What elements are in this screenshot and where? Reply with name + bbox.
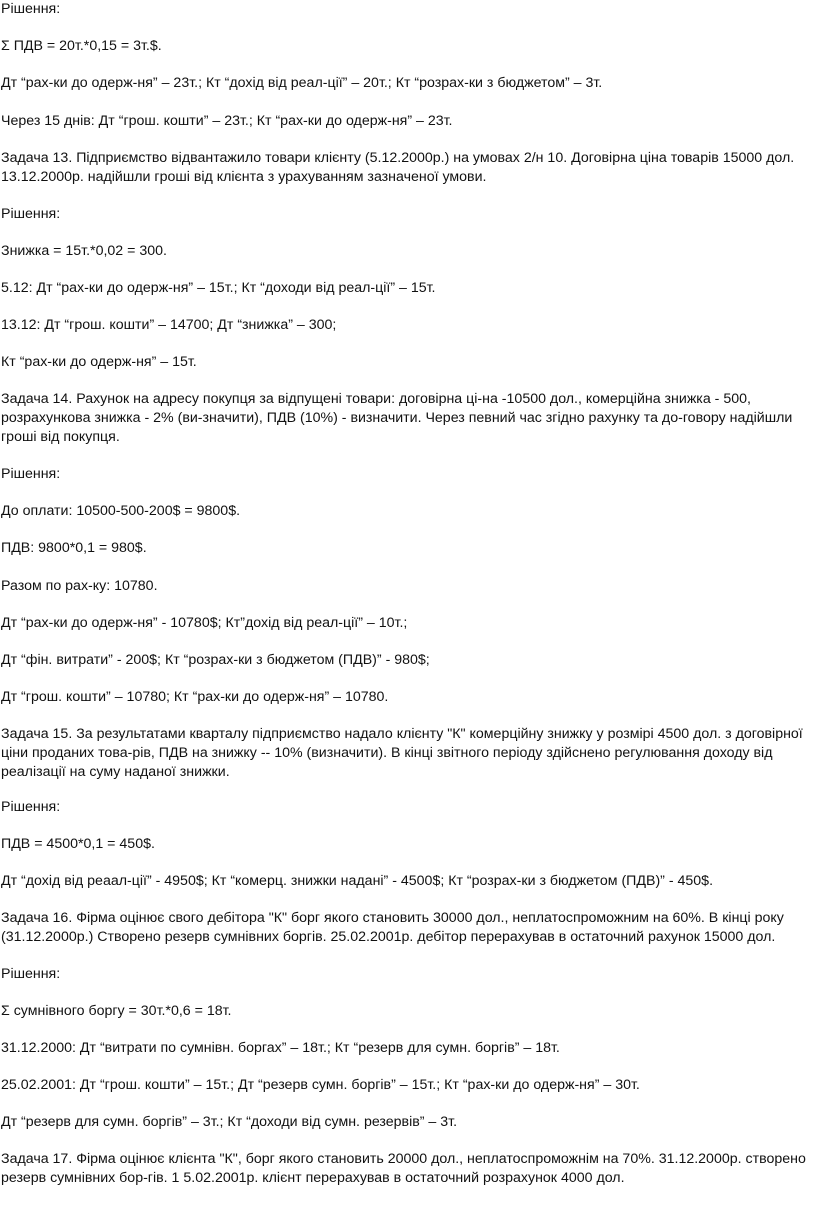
solution-heading: Рішення: (1, 1, 61, 17)
task-14: Задача 14. Рахунок на адресу покупця за відпущені товари: договірна ці-на -10500 дол., комерційна знижка - 500, розрахункова знижка - 2% (ви-значити), ПДВ (10%) - визначити. Через певний час згідно рахунку та до-говору надійшли гроші від покупця. (1, 391, 793, 445)
journal-entry: 25.02.2001: Дт “грош. кошти” – 15т.; Дт “резерв сумн. боргів” – 15т.; Кт “рах-ки до одерж-ня” – 30т. (1, 1077, 640, 1093)
journal-entry: Дт “рах-ки до одерж-ня” - 10780$; Кт”дохід від реал-ції” – 10т.; (1, 615, 408, 631)
solution-heading: Рішення: (1, 966, 61, 982)
solution-heading: Рішення: (1, 206, 61, 222)
solution-heading: Рішення: (1, 799, 61, 815)
journal-entry: Дт “фін. витрати” - 200$; Кт “розрах-ки з бюджетом (ПДВ)” - 980$; (1, 652, 430, 668)
doubtful-debt-calculation: Σ сумнівного боргу = 30т.*0,6 = 18т. (1, 1003, 232, 1019)
journal-entry: 5.12: Дт “рах-ки до одерж-ня” – 15т.; Кт “доходи від реал-ції” – 15т. (1, 280, 436, 296)
solution-heading: Рішення: (1, 466, 61, 482)
vat-calculation: ПДВ: 9800*0,1 = 980$. (1, 540, 147, 556)
journal-entry: 13.12: Дт “грош. кошти” – 14700; Дт “знижка” – 300; (1, 317, 337, 333)
journal-entry: Дт “резерв для сумн. боргів” – 3т.; Кт “доходи від сумн. резервів” – 3т. (1, 1114, 458, 1130)
task-15: Задача 15. За результатами кварталу підприємство надало клієнту "К" комерційну знижку у розмірі 4500 дол. з договірної ціни проданих това-рів, ПДВ на знижку -- 10% (визначити). В кінці звітного періоду здійснено регулювання доходу від реалізації на суму наданої знижки. (1, 726, 803, 780)
vat-calculation: Σ ПДВ = 20т.*0,15 = 3т.$. (1, 38, 162, 54)
payment-calculation: До оплати: 10500-500-200$ = 9800$. (1, 503, 241, 519)
vat-calculation: ПДВ = 4500*0,1 = 450$. (1, 836, 155, 852)
journal-entry: Дт “дохід від реаал-ції” - 4950$; Кт “комерц. знижки надані” - 4500$; Кт “розрах-ки з бюджетом (ПДВ)” - 450$. (1, 873, 714, 889)
discount-calculation: Знижка = 15т.*0,02 = 300. (1, 243, 167, 259)
journal-entry: Через 15 днів: Дт “грош. кошти” – 23т.; Кт “рах-ки до одерж-ня” – 23т. (1, 113, 453, 129)
journal-entry: Кт “рах-ки до одерж-ня” – 15т. (1, 354, 197, 370)
task-17: Задача 17. Фірма оцінює клієнта "К", борг якого становить 20000 дол., неплатоспроможнім на 70%. 31.12.2000р. створено резерв сумнівних бор-гів. 1 5.02.2001р. клієнт перерахував в остаточний розрахунок 4000 дол. (1, 1151, 806, 1186)
journal-entry: Дт “рах-ки до одерж-ня” – 23т.; Кт “дохід від реал-ції” – 20т.; Кт “розрах-ки з бюджетом” – 3т. (1, 75, 603, 91)
journal-entry: Дт “грош. кошти” – 10780; Кт “рах-ки до одерж-ня” – 10780. (1, 689, 389, 705)
task-16: Задача 16. Фірма оцінює свого дебітора "К" борг якого становить 30000 дол., неплатоспроможним на 60%. В кінці року (31.12.2000р.) Створено резерв сумнівних боргів. 25.02.2001р. дебітор перерахував в остаточний рахунок 15000 дол. (1, 910, 784, 945)
invoice-total: Разом по рах-ку: 10780. (1, 578, 158, 594)
journal-entry: 31.12.2000: Дт “витрати по сумнівн. боргах” – 18т.; Кт “резерв для сумн. боргів” – 18т. (1, 1040, 560, 1056)
task-13: Задача 13. Підприємство відвантажило товари клієнту (5.12.2000р.) на умовах 2/н 10. Договірна ціна товарів 15000 дол. 13.12.2000р. надійшли гроші від клієнта з урахуванням зазначеної умови. (1, 150, 795, 185)
